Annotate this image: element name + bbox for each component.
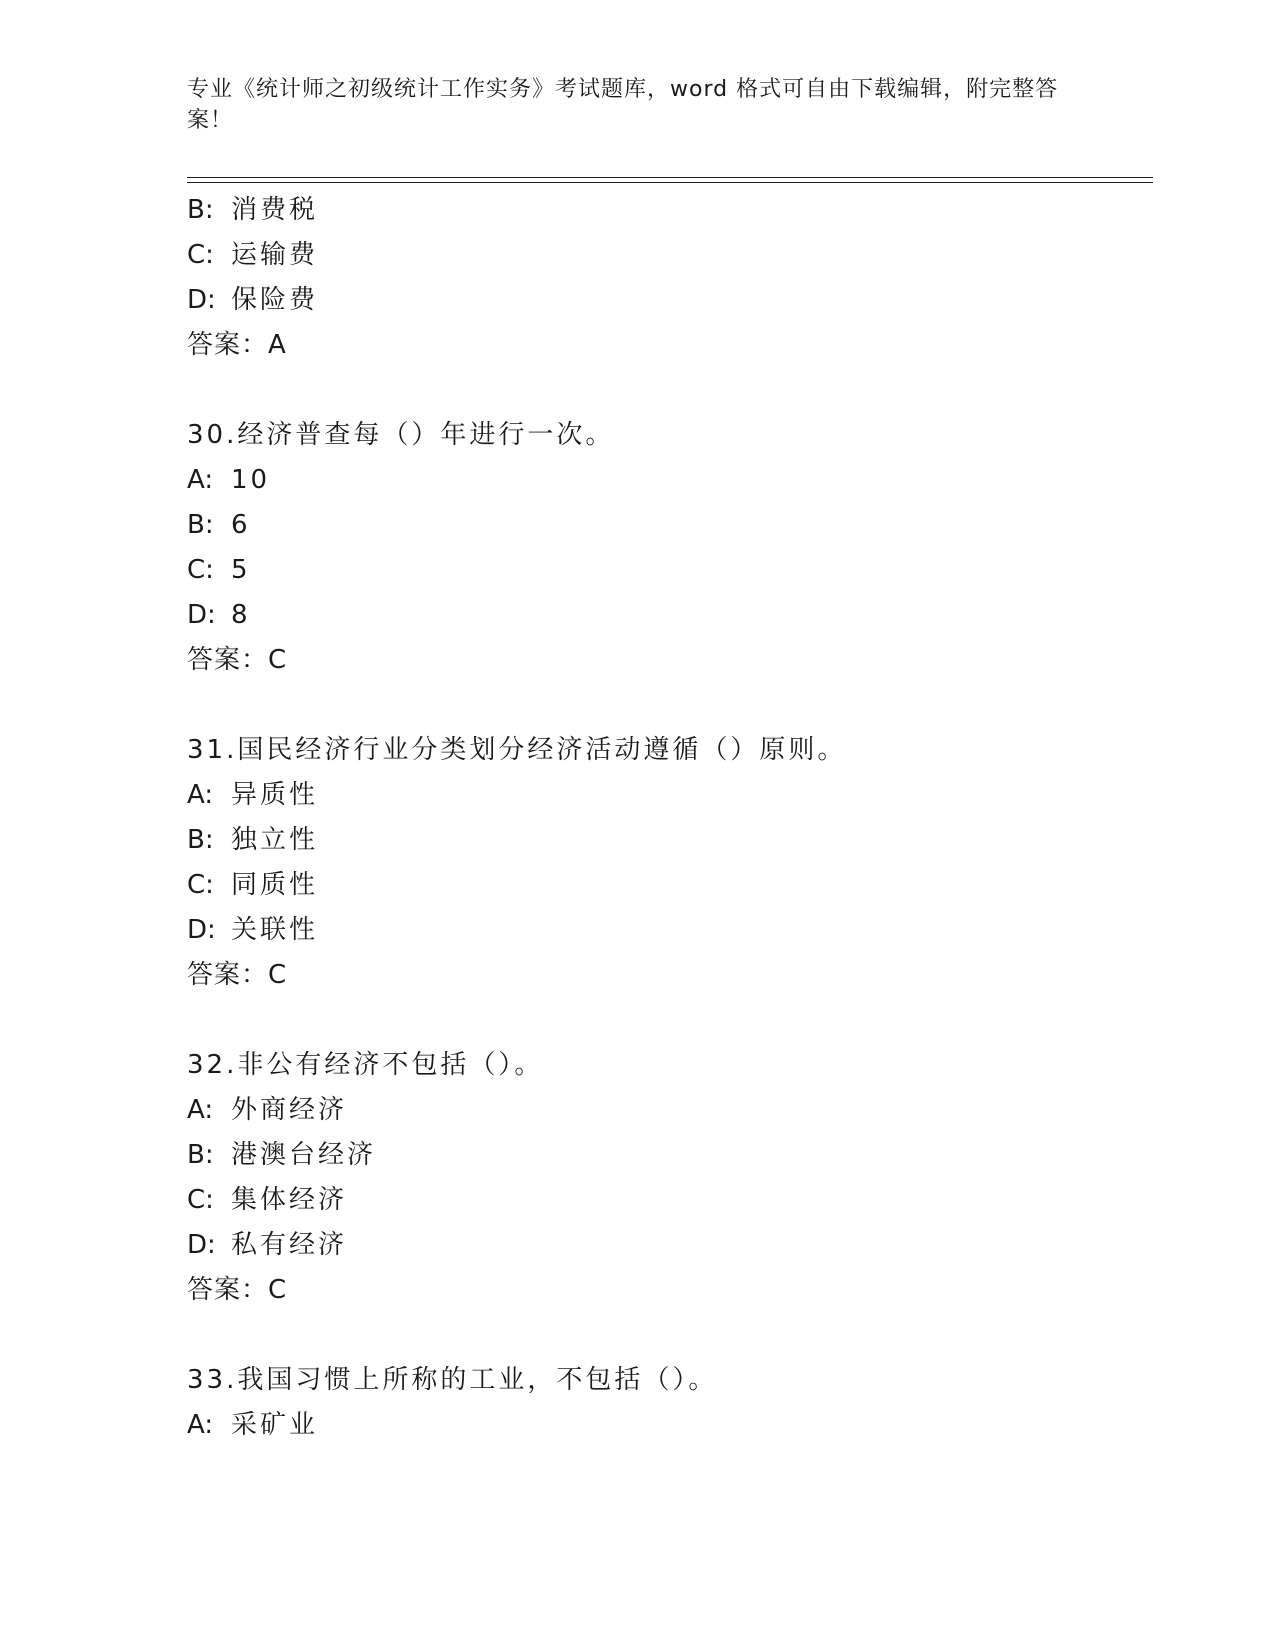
document-header: 专业《统计师之初级统计工作实务》考试题库，word 格式可自由下载编辑，附完整答案！ <box>187 77 1059 133</box>
option-b: B: 消费税 <box>187 195 319 225</box>
option-b: B: 港澳台经济 <box>187 1140 377 1170</box>
answer-line: 答案：C <box>187 1275 288 1305</box>
option-a: A: 采矿业 <box>187 1410 319 1440</box>
header-divider-bottom <box>187 182 1153 183</box>
option-d: D: 保险费 <box>187 285 319 315</box>
answer-line: 答案：C <box>187 645 288 675</box>
option-b: B: 6 <box>187 510 251 540</box>
option-c: C: 运输费 <box>187 240 319 270</box>
option-d: D: 关联性 <box>187 915 319 945</box>
option-c: C: 集体经济 <box>187 1185 348 1215</box>
header-divider-top <box>187 177 1153 178</box>
option-d: D: 私有经济 <box>187 1230 348 1260</box>
answer-line: 答案：A <box>187 330 287 360</box>
answer-line: 答案：C <box>187 960 288 990</box>
option-a: A: 10 <box>187 465 271 495</box>
question-stem: 33.我国习惯上所称的工业，不包括（）。 <box>187 1365 718 1395</box>
option-a: A: 异质性 <box>187 780 319 810</box>
option-c: C: 同质性 <box>187 870 319 900</box>
option-d: D: 8 <box>187 600 251 630</box>
option-c: C: 5 <box>187 555 251 585</box>
question-stem: 31.国民经济行业分类划分经济活动遵循（）原则。 <box>187 735 847 765</box>
question-stem: 30.经济普查每（）年进行一次。 <box>187 420 615 450</box>
option-b: B: 独立性 <box>187 825 319 855</box>
option-a: A: 外商经济 <box>187 1095 348 1125</box>
question-stem: 32.非公有经济不包括（）。 <box>187 1050 544 1080</box>
